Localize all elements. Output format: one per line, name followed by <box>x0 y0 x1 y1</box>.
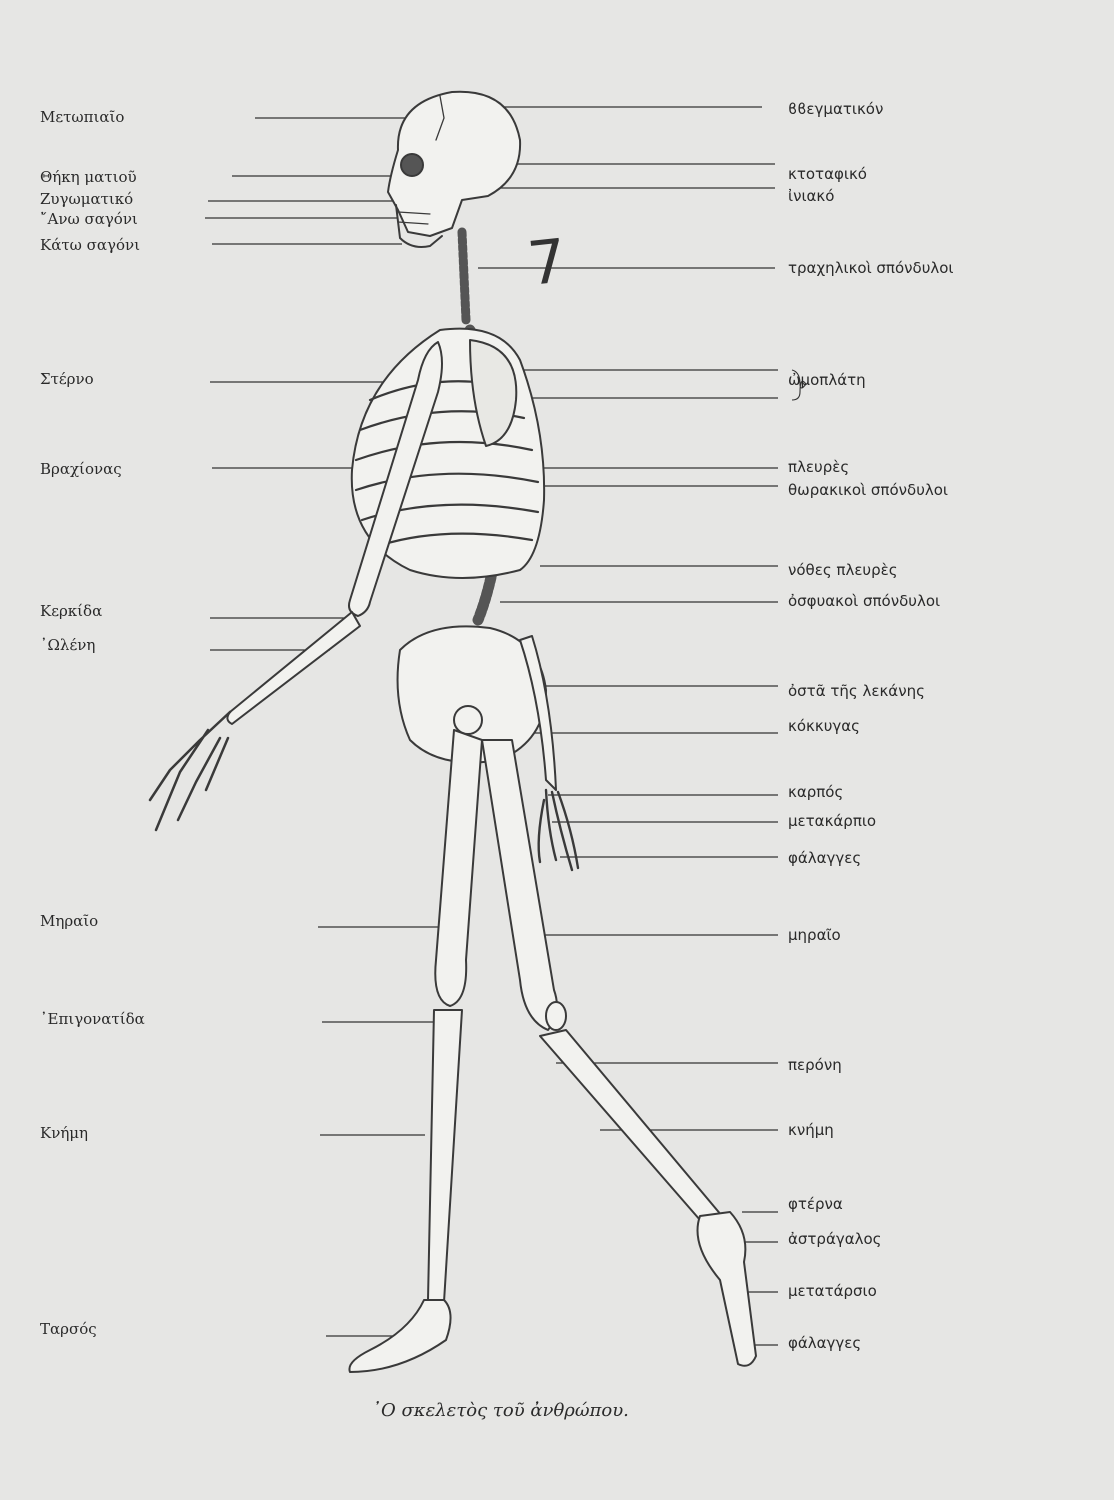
bone-left-label: Κάτω σαγόνι <box>40 236 140 254</box>
bone-right-label: θωρακικοὶ σπόνδυλοι <box>788 481 949 499</box>
back-tibia <box>428 1010 462 1302</box>
bone-right-label: καρπός <box>788 783 844 801</box>
bone-right-label: ϐϐεγματικόν <box>788 100 884 118</box>
bone-right-label: ἰνιακό <box>788 187 835 205</box>
bone-right-label: φτέρνα <box>788 1195 843 1213</box>
hip-joint <box>454 706 482 734</box>
bone-left-label: Κνήμη <box>40 1124 89 1142</box>
bone-left-label: Ζυγωματικό <box>40 190 134 208</box>
bone-right-label: κτοταφικό <box>788 165 867 183</box>
front-femur <box>482 740 557 1030</box>
back-femur <box>435 730 482 1006</box>
bone-right-label: ὠμοπλάτη <box>788 371 866 389</box>
bone-left-label: ᾿Επιγονατίδα <box>40 1010 145 1028</box>
bone-right-label: περόνη <box>788 1056 842 1074</box>
bone-right-label: μηραῖο <box>788 926 841 944</box>
front-tibia-fibula <box>540 1030 722 1220</box>
bone-left-label: Κερκίδα <box>40 602 103 620</box>
bone-right-label: κνήμη <box>788 1121 834 1139</box>
bone-right-label: τραχηλικοὶ σπόνδυλοι <box>788 259 954 277</box>
bone-left-label: Βραχίονας <box>40 460 122 478</box>
bone-right-label: νόθες πλευρὲς <box>788 561 898 579</box>
bone-left-label: ᾿Ωλένη <box>40 636 96 654</box>
patella <box>546 1002 566 1030</box>
cervical-spine <box>462 232 466 320</box>
figure-caption: ᾿Ο σκελετὸς τοῦ ἀνθρώπου. <box>372 1400 629 1421</box>
bone-left-label: ῎Ανω σαγόνι <box>40 210 138 228</box>
eye-socket <box>401 154 423 176</box>
front-foot <box>698 1212 757 1366</box>
bone-left-label: Στέρνο <box>40 370 94 388</box>
bone-left-label: Θήκη ματιοῦ <box>40 168 137 186</box>
handwritten-mark: 7 <box>524 226 570 300</box>
bone-right-label: μετατάρσιο <box>788 1282 877 1300</box>
bone-right-label: ὀσφυακοὶ σπόνδυλοι <box>788 592 941 610</box>
bone-right-label: φάλαγγες <box>788 849 862 867</box>
skeleton-figure <box>150 92 756 1372</box>
right-hand <box>539 790 578 870</box>
bone-left-label: Μετωπιαῖο <box>40 108 125 126</box>
bone-left-label: Ταρσός <box>40 1320 97 1338</box>
bone-right-label: μετακάρπιο <box>788 812 877 830</box>
bone-left-label: Μηραῖο <box>40 912 99 930</box>
bone-right-label: ἀστράγαλος <box>788 1230 882 1248</box>
bone-right-label: κόκκυγας <box>788 717 860 735</box>
bone-right-label: πλευρὲς <box>788 458 850 476</box>
left-hand <box>150 712 230 830</box>
radius-ulna <box>227 612 360 724</box>
bone-right-label: ὀστᾶ τῆς λεκάνης <box>788 682 925 700</box>
bone-right-label: φάλαγγες <box>788 1334 862 1352</box>
